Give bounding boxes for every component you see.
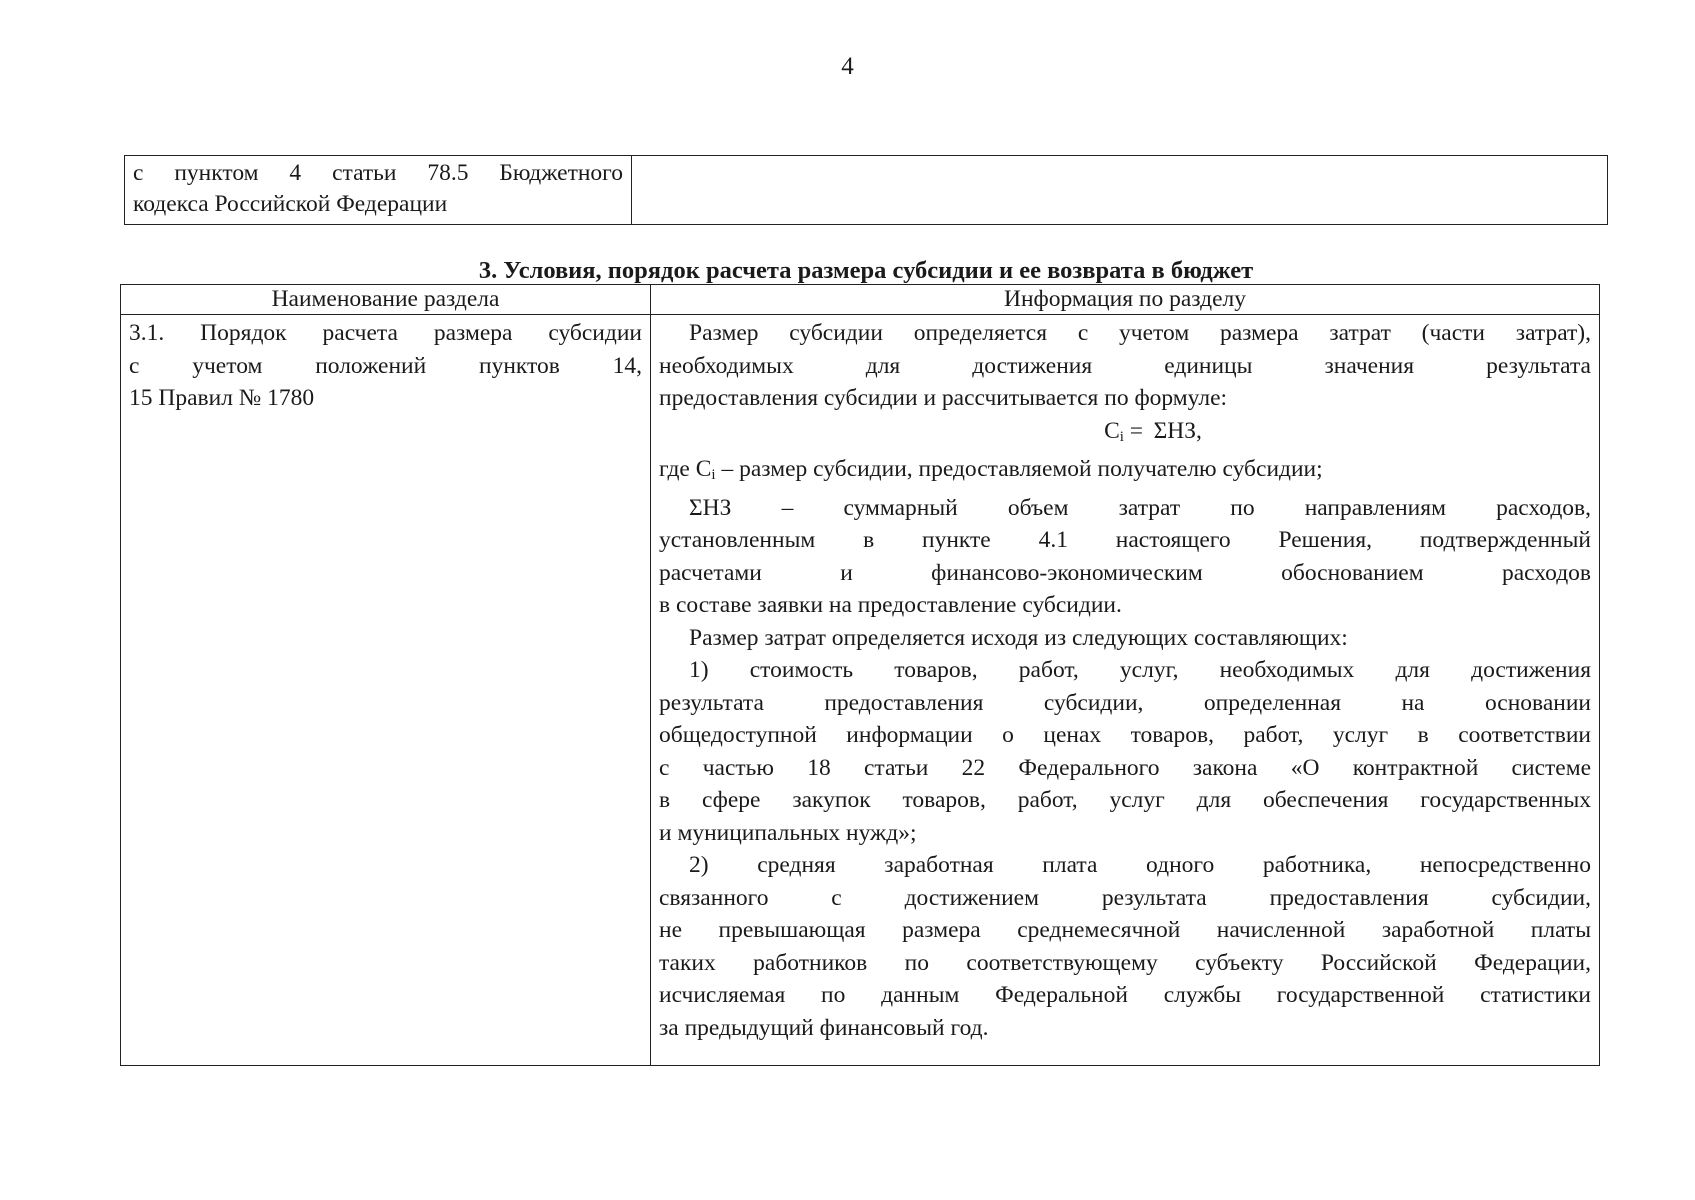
header-row [121,285,1600,315]
continuation-left-cell [125,156,632,225]
formula-right: = ΣНЗ, [1123,417,1202,444]
text-line: расчетами и финансово-экономическим обоснованием расходов [659,559,1591,586]
section-table [120,284,1600,1066]
text-line: не превышающая размера среднемесячной начисленной заработной платы [659,917,1591,943]
continuation-right-cell [632,156,1608,225]
text-line: установленным в пункте 4.1 настоящего Решения, подтвержденный [659,527,1591,553]
text-line: результата предоставления субсидии, определенная на основании [659,689,1591,716]
column-header-info: Информация по разделу [651,285,1600,315]
text-line: таких работников по соответствующему субъекту Российской Федерации, [659,949,1591,976]
text-line: ΣНЗ – суммарный объем затрат по направлениям расходов, [689,494,1591,521]
where-prefix: где C [659,456,712,482]
text-line: Размер затрат определяется исходя из следующих составляющих: [689,624,1348,651]
formula-subscript: i [1119,428,1124,445]
text-line: и муниципальных нужд»; [659,819,917,846]
text-line: кодекса Российской Федерации [133,191,448,217]
text-line: за предыдущий финансовый год. [659,1014,989,1041]
text-line: 15 Правил № 1780 [129,385,315,411]
where-line [659,453,1591,492]
continuation-table [124,155,1608,225]
formula-left: C [1104,417,1120,444]
where-subscript: i [711,467,716,483]
text-line: в составе заявки на предоставление субсидии. [659,592,1122,618]
formula [659,415,1591,454]
text-line: исчисляемая по данным Федеральной службы государственной статистики [659,982,1591,1008]
page-number: 4 [841,53,854,80]
text-line: 3.1. Порядок расчета размера субсидии [129,320,642,346]
section-name-cell [121,315,651,1066]
text-line: общедоступной информации о ценах товаров, работ, услуг в соответствии [659,722,1591,748]
table-row [121,315,1600,1066]
text-line: Размер субсидии определяется с учетом размера затрат (части затрат), [689,320,1591,346]
text-line: связанного с достижением результата предоставления субсидии, [659,884,1591,911]
text-line: необходимых для достижения единицы значения результата [659,352,1591,379]
text-line: с частью 18 статьи 22 Федерального закона «О контрактной системе [659,754,1591,781]
text-line: предоставления субсидии и рассчитывается по формуле: [659,385,1228,411]
section-info-cell [651,315,1600,1066]
text-line: с учетом положений пунктов 14, [129,352,642,379]
text-line: 2) средняя заработная плата одного работника, непосредственно [689,852,1591,878]
where-rest: – размер субсидии, предоставляемой получателю субсидии; [715,456,1323,482]
table-row [125,156,1608,225]
text-line: в сфере закупок товаров, работ, услуг для обеспечения государственных [659,787,1591,813]
section-title: 3. Условия, порядок расчета размера субсидии и ее возврата в бюджет [478,257,1254,284]
column-header-name: Наименование раздела [121,285,651,315]
text-line: с пунктом 4 статьи 78.5 Бюджетного [133,160,623,186]
text-line: 1) стоимость товаров, работ, услуг, необходимых для достижения [689,657,1591,683]
